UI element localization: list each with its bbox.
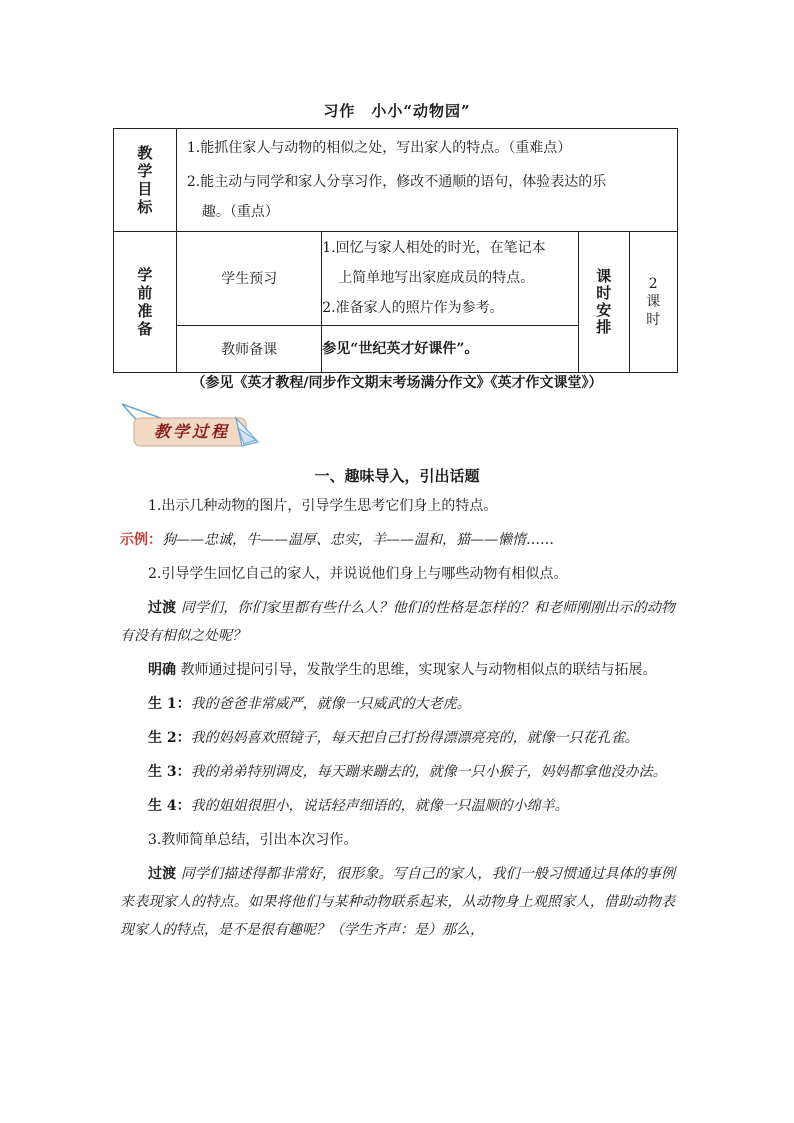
student-text-1: 我的爸爸非常威严，就像一只威武的大老虎。 — [190, 696, 471, 712]
goal-label-cell — [114, 129, 177, 232]
goal-2-cont: 趣。（重点） — [201, 204, 279, 220]
student-item-2: 2.准备家人的照片作为参考。 — [322, 300, 504, 317]
student-label-4: 生 4： — [148, 798, 191, 814]
transition-text-2: 同学们描述得都非常好，很形象。写自己的家人，我们一般习惯通过具体的事例来表现家人的特点。如果将他们与某种动物联系起来，从动物身上观照家人，借助动物表现家人的特点，是不是很有趣呢？（学生齐声：是）那么， — [120, 866, 675, 938]
student-text-2: 我的妈妈喜欢照镜子，每天把自己打扮得漂漂亮亮的，就像一只花孔雀。 — [190, 730, 639, 746]
teaching-process-badge — [120, 398, 260, 456]
step-3: 3.教师简单总结，引出本次习作。 — [148, 832, 358, 848]
hour-label-cell — [579, 232, 630, 373]
hour-value: 2课时 — [646, 276, 661, 328]
teacher-prep-content: 参见“世纪英才好课件”。 — [322, 325, 579, 372]
teacher-prep-label: 教师备课 — [176, 325, 321, 372]
goals-cell — [176, 129, 677, 232]
document-title: 习作 小小“动物园” — [323, 102, 471, 120]
lesson-body — [120, 492, 675, 944]
student-item-1-cont: 上简单地写出家庭成员的特点。 — [338, 270, 535, 287]
section-heading: 一、趣味导入，引出话题 — [314, 467, 480, 485]
student-prep-content — [322, 232, 579, 326]
prep-row-student — [114, 232, 678, 326]
student-answer-3 — [120, 758, 675, 786]
student-label-1: 生 1： — [148, 696, 191, 712]
step-1: 1.出示几种动物的图片，引导学生思考它们身上的特点。 — [148, 498, 498, 514]
example-label: 示例： — [120, 532, 162, 548]
student-answer-1 — [120, 690, 675, 718]
student-prep-label: 学生预习 — [176, 232, 321, 326]
example-text: 狗——忠诚，牛——温厚、忠实，羊——温和，猫——懒惰…… — [162, 532, 554, 548]
reference-note: （参见《英才教程/同步作文期末考场满分作文》《英才作文课堂》） — [191, 375, 603, 391]
student-label-2: 生 2： — [148, 730, 191, 746]
transition-label-1: 过渡 — [148, 600, 177, 616]
student-text-4: 我的姐姐很胆小，说话轻声细语的，就像一只温顺的小绵羊。 — [190, 798, 569, 814]
student-label-3: 生 3： — [148, 764, 191, 780]
example — [120, 526, 675, 554]
badge-label: 教学过程 — [153, 422, 230, 441]
lesson-plan-table — [113, 128, 678, 373]
clarify — [120, 656, 675, 684]
goal-label: 教学目标 — [137, 144, 153, 216]
transition-2 — [120, 860, 675, 944]
step-2: 2.引导学生回忆自己的家人，并说说他们身上与哪些动物有相似点。 — [148, 566, 568, 582]
transition-text-1: 同学们，你们家里都有些什么人？他们的性格是怎样的？和老师刚刚出示的动物有没有相似之处呢？ — [120, 600, 675, 644]
student-answer-4 — [120, 792, 675, 820]
goals-row — [114, 129, 678, 232]
prep-label-cell — [114, 232, 177, 373]
student-text-3: 我的弟弟特别调皮，每天蹦来蹦去的，就像一只小猴子，妈妈都拿他没办法。 — [190, 764, 667, 780]
hour-value-cell — [629, 232, 677, 373]
transition-label-2: 过渡 — [148, 866, 177, 882]
goal-1: 1.能抓住家人与动物的相似之处，写出家人的特点。（重难点） — [186, 140, 572, 156]
hour-label: 课时安排 — [596, 267, 612, 336]
clarify-label: 明确 — [148, 662, 176, 678]
goal-2: 2.能主动与同学和家人分享习作，修改不通顺的语句，体验表达的乐 — [186, 174, 607, 190]
transition-1 — [120, 594, 675, 650]
student-answer-2 — [120, 724, 675, 752]
clarify-text: 教师通过提问引导，发散学生的思维，实现家人与动物相似点的联结与拓展。 — [176, 662, 657, 678]
student-item-1: 1.回忆与家人相处的时光，在笔记本 — [322, 240, 546, 257]
prep-label: 学前准备 — [137, 266, 153, 338]
